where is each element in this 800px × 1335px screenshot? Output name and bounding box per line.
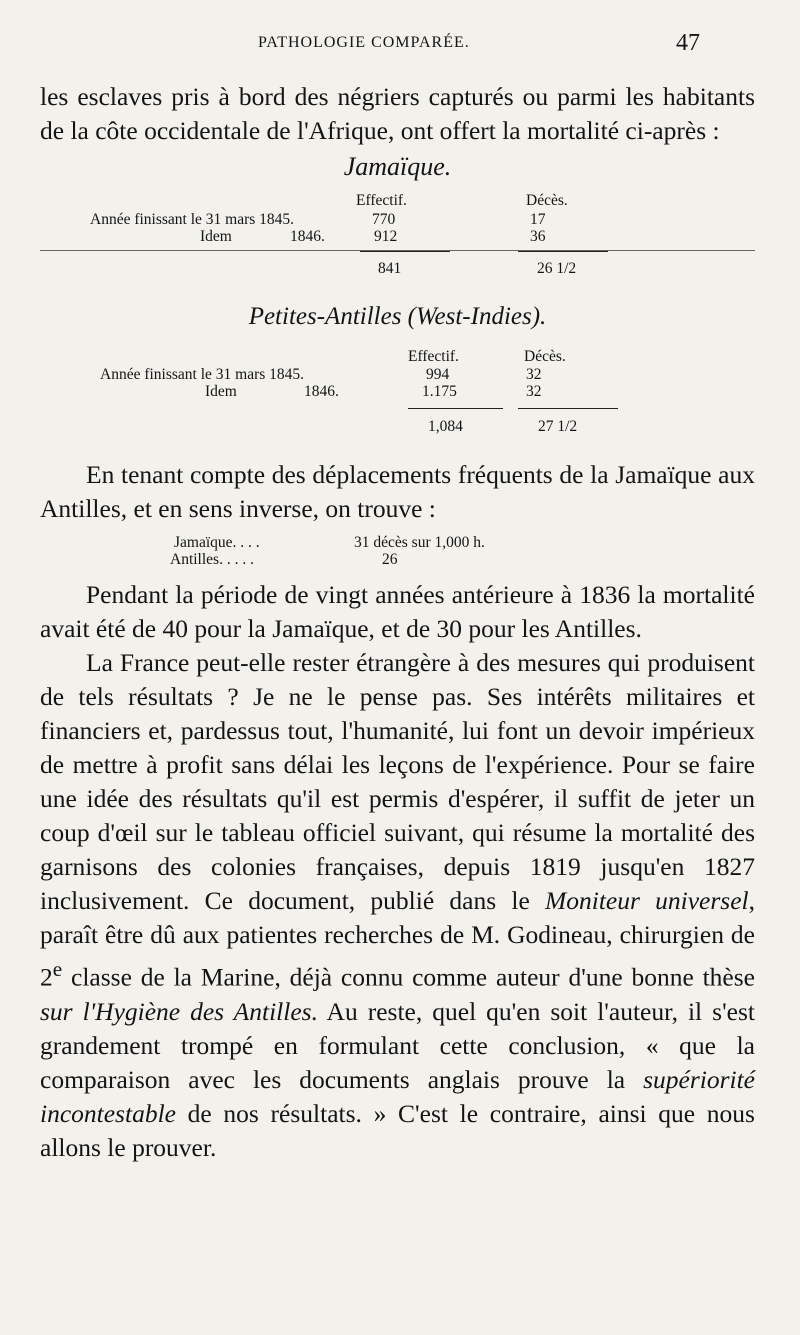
france-text-part4: Au reste, quel qu'en soit l'auteur, il s'est grandement trompé en formulant cette conclusion, « que la comparaison avec les documents anglais prouve la xyxy=(40,996,755,1094)
antilles-row1-deces: 32 xyxy=(526,366,542,383)
moniteur-universel-title: Moniteur universel xyxy=(545,886,749,915)
summary-label-jamaica: Jamaïque. . . . xyxy=(174,534,260,551)
jamaica-row2-label-b: 1846. xyxy=(290,228,325,245)
antilles-total-effectif: 1,084 xyxy=(428,418,463,435)
antilles-row2-effectif: 1.175 xyxy=(422,383,457,400)
jamaica-table xyxy=(40,188,755,298)
antilles-row2-label-a: Idem xyxy=(205,383,237,400)
jamaica-sum-rule-effectif xyxy=(360,251,450,252)
summary-value-antilles: 26 xyxy=(382,551,398,568)
deplacements-paragraph: En tenant compte des déplacements fréquents de la Jamaïque aux Antilles, et en sens inverse, on trouve : xyxy=(40,460,755,523)
france-text-part2: , paraît être dû aux patientes recherches de M. Godineau, chirurgien de 2 xyxy=(40,886,755,992)
antilles-row1-effectif: 994 xyxy=(426,366,450,383)
summary-list xyxy=(40,526,755,578)
superiorite-emphasis: supériorité incontestable xyxy=(40,1064,755,1128)
periode-paragraph: Pendant la période de vingt années antérieure à 1836 la mortalité avait été de 40 pour la Jamaïque, et de 30 pour les Antilles. xyxy=(40,580,755,643)
jamaica-row1-deces: 17 xyxy=(530,211,546,228)
antilles-table xyxy=(40,338,755,458)
body-text xyxy=(40,80,755,1165)
france-paragraph xyxy=(40,646,755,1165)
antilles-row1-label: Année finissant le 31 mars 1845. xyxy=(100,366,305,383)
jamaica-total-effectif: 841 xyxy=(378,260,402,277)
antilles-total-deces: 27 1/2 xyxy=(538,418,578,435)
page-number: 47 xyxy=(676,30,700,56)
jamaica-col-effectif: Effectif. xyxy=(356,192,407,209)
jamaica-sum-rule-deces xyxy=(518,251,608,252)
jamaica-row1-effectif: 770 xyxy=(372,211,396,228)
antilles-col-deces: Décès. xyxy=(524,348,566,365)
france-text-part1: La France peut-elle rester étrangère à des mesures qui produisent de tels résultats ? Je ne le pense pas. Ses intérêts militaires et financiers et, pardessus tout, l'humanité, lui font un devoir impérieux de mettre à profit sans délai les leçons de l'expérience. Pour se faire une idée des résultats qu'il est permis d'espérer, il suffit de jeter un coup d'œil sur le tableau officiel suivant, qui résume la mortalité des garnisons des colonies françaises, depuis 1819 jusqu'en 1827 inclusivement. Ce document, publié dans le xyxy=(40,648,755,915)
france-text-part3: classe de la Marine, déjà connu comme auteur d'une bonne thèse xyxy=(62,962,755,992)
antilles-col-effectif: Effectif. xyxy=(408,348,459,365)
jamaica-title: Jamaïque. xyxy=(343,152,452,181)
these-title: sur l'Hygiène des Antilles. xyxy=(40,996,318,1026)
antilles-sum-rule-effectif xyxy=(408,408,503,409)
antilles-title: Petites-Antilles (West-Indies). xyxy=(248,303,547,330)
antilles-sum-rule-deces xyxy=(518,408,618,409)
summary-label-antilles: Antilles. . . . . xyxy=(170,551,254,568)
summary-value-jamaica: 31 décès sur 1,000 h. xyxy=(354,534,485,551)
france-text-part5: de nos résultats. » C'est le contraire, ainsi que nous allons le prouver. xyxy=(40,1098,755,1162)
page-header xyxy=(0,30,800,62)
jamaica-row2-deces: 36 xyxy=(530,228,546,245)
jamaica-row2-effectif: 912 xyxy=(374,228,398,245)
jamaica-col-deces: Décès. xyxy=(526,192,568,209)
running-title: PATHOLOGIE COMPARÉE. xyxy=(258,34,470,51)
intro-paragraph: les esclaves pris à bord des négriers capturés ou parmi les habitants de la côte occidentale de l'Afrique, ont offert la mortalité ci-après : xyxy=(40,82,755,145)
ordinal-superscript: e xyxy=(52,957,63,981)
jamaica-row1-label: Année finissant le 31 mars 1845. xyxy=(90,211,295,228)
antilles-row2-deces: 32 xyxy=(526,383,542,400)
jamaica-total-deces: 26 1/2 xyxy=(537,260,577,277)
jamaica-row2-label-a: Idem xyxy=(200,228,232,245)
antilles-row2-label-b: 1846. xyxy=(304,383,339,400)
